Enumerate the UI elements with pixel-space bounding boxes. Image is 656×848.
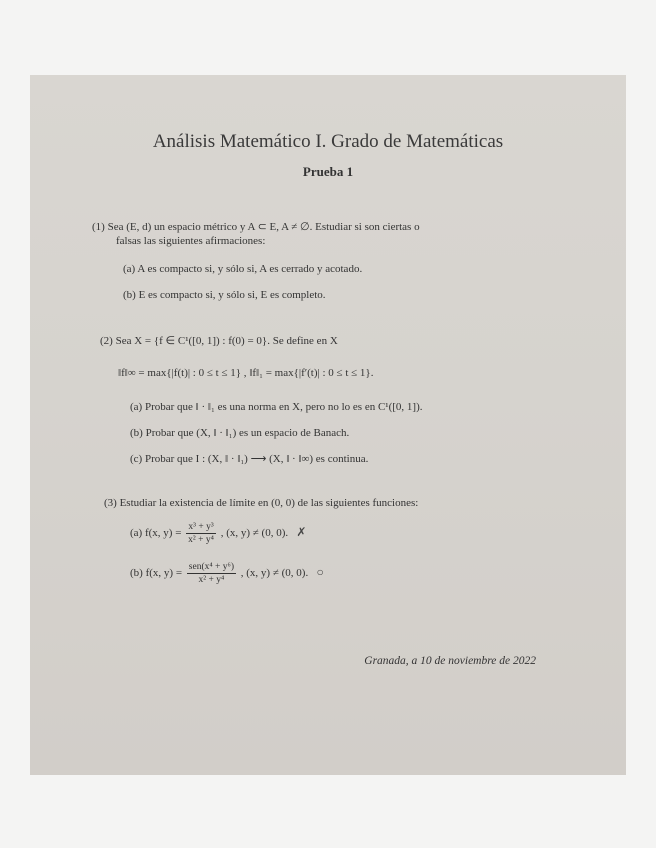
problem-2-norms: ‖f‖∞ = max{|f(t)| : 0 ≤ t ≤ 1} , ‖f‖₁ = max{|f′(t)| : 0 ≤ t ≤ 1}. bbox=[118, 367, 374, 379]
footer-date: Granada, a 10 de noviembre de 2022 bbox=[364, 655, 536, 667]
problem-2-intro: (2) Sea X = {f ∈ C¹([0, 1]) : f(0) = 0}. Se define en X bbox=[100, 335, 338, 347]
problem-1-item-a: (a) A es compacto si, y sólo si, A es cerrado y acotado. bbox=[123, 263, 363, 275]
problem-2-item-a: (a) Probar que ‖ · ‖₁ es una norma en X, pero no lo es en C¹([0, 1]). bbox=[130, 401, 423, 413]
problem-1-item-b: (b) E es compacto si, y sólo si, E es completo. bbox=[123, 289, 326, 301]
handwritten-circle-mark: ○ bbox=[316, 565, 324, 580]
formula-b-prefix: (b) f(x, y) = bbox=[130, 567, 183, 580]
problem-3-item-a bbox=[130, 521, 306, 546]
formula-a-prefix: (a) f(x, y) = bbox=[130, 527, 182, 540]
formula-a-fraction bbox=[186, 521, 216, 546]
page-subtitle: Prueba 1 bbox=[302, 164, 354, 179]
handwritten-cross-mark: ✗ bbox=[296, 525, 307, 540]
formula-b-fraction bbox=[187, 561, 236, 586]
problem-3-item-b bbox=[130, 561, 324, 586]
problem-2-item-b: (b) Probar que (X, ‖ · ‖₁) es un espacio de Banach. bbox=[130, 427, 350, 439]
formula-a-denominator: x² + y⁴ bbox=[188, 535, 214, 545]
problem-1-intro: (1) Sea (E, d) un espacio métrico y A ⊂ E, A ≠ ∅. Estudiar si son ciertas o bbox=[92, 221, 420, 233]
formula-b-denominator: x² + y⁴ bbox=[198, 575, 225, 585]
formula-a-numerator: x³ + y³ bbox=[186, 521, 216, 534]
problem-2-item-c: (c) Probar que I : (X, ‖ · ‖₁) ⟶ (X, ‖ · ‖∞) es continua. bbox=[130, 453, 369, 465]
formula-a-suffix: , (x, y) ≠ (0, 0). bbox=[220, 527, 289, 540]
problem-3-intro: (3) Estudiar la existencia de límite en (0, 0) de las siguientes funciones: bbox=[104, 497, 419, 509]
page-title: Análisis Matemático I. Grado de Matemáticas bbox=[152, 131, 504, 152]
formula-b-suffix: , (x, y) ≠ (0, 0). bbox=[240, 567, 309, 580]
formula-b-numerator: sen(x⁴ + y⁶) bbox=[188, 562, 235, 572]
problem-1-intro-cont: falsas las siguientes afirmaciones: bbox=[116, 235, 266, 247]
exam-sheet bbox=[30, 75, 626, 775]
